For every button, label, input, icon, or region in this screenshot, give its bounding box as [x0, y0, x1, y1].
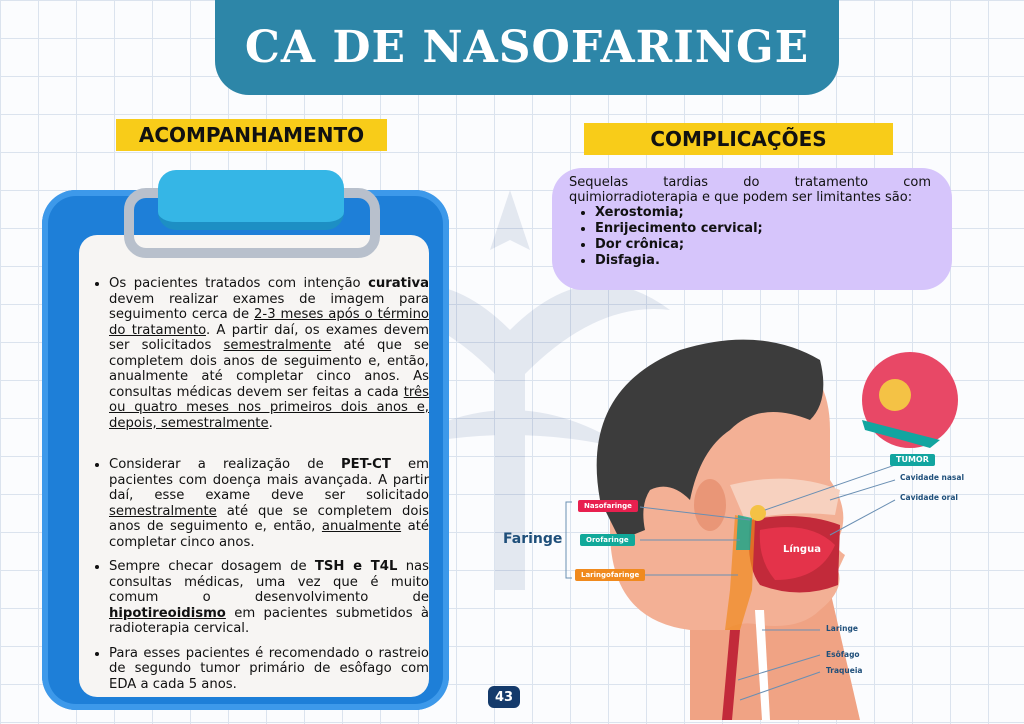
nasofaringe-tag: Nasofaringe: [578, 500, 638, 512]
list-item: • Xerostomia;: [595, 205, 931, 221]
clipboard-clip: [158, 170, 344, 230]
complicacoes-intro: Sequelas tardias do tratamento com quimiorradioterapia e que podem ser limitantes são:: [569, 175, 931, 205]
acompanhamento-list: [96, 276, 429, 692]
complicacoes-heading: COMPLICAÇÕES: [584, 123, 893, 155]
cavidade-oral-label: Cavidade oral: [900, 493, 959, 502]
head-anatomy-illustration: [500, 330, 1020, 720]
laringe-label: Laringe: [826, 624, 858, 633]
page-title: CA DE NASOFARINGE: [244, 22, 810, 73]
page-number: 43: [488, 686, 520, 708]
list-item: • Considerar a realização de PET-CT em pacientes com doença mais avançada. A partir daí, esse exame deve ser solicitado semestralmente até que se completem dois anos de seguimento e, então, anualmente até completar cinco anos.: [109, 457, 429, 550]
cavidade-nasal-label: Cavidade nasal: [900, 473, 965, 482]
acompanhamento-heading: ACOMPANHAMENTO: [116, 119, 387, 151]
esofago-label: Esôfago: [826, 650, 860, 659]
laringofaringe-tag: Laringofaringe: [575, 569, 645, 581]
list-item: • Sempre checar dosagem de TSH e T4L nas consultas médicas, uma vez que é muito comum o desenvolvimento de hipotireoidismo em pacientes submetidos à radioterapia cervical.: [109, 559, 429, 637]
complicacoes-list: [569, 205, 931, 269]
tumor-tag: TUMOR: [890, 454, 935, 466]
title-banner: [215, 0, 839, 95]
faringe-label: Faringe: [503, 531, 563, 547]
list-item: • Para esses pacientes é recomendado o rastreio de segundo tumor primário de esôfago com EDA a cada 5 anos.: [109, 646, 429, 693]
list-item: • Dor crônica;: [595, 237, 931, 253]
orofaringe-tag: Orofaringe: [580, 534, 635, 546]
traqueia-label: Traqueia: [826, 666, 863, 675]
lingua-label: Língua: [783, 544, 821, 555]
list-item: • Enrijecimento cervical;: [595, 221, 931, 237]
list-item: • Disfagia.: [595, 253, 931, 269]
list-item: • Os pacientes tratados com intenção curativa devem realizar exames de imagem para seguimento cerca de 2-3 meses após o término do tratamento. A partir daí, os exames devem ser solicitados semestralmente até que se completem dois anos de seguimento e, então, anualmente até completar cinco anos. As consultas médicas devem ser feitas a cada três ou quatro meses nos primeiros dois anos e, depois, semestralmente.: [109, 276, 429, 431]
complicacoes-content: [569, 175, 931, 269]
